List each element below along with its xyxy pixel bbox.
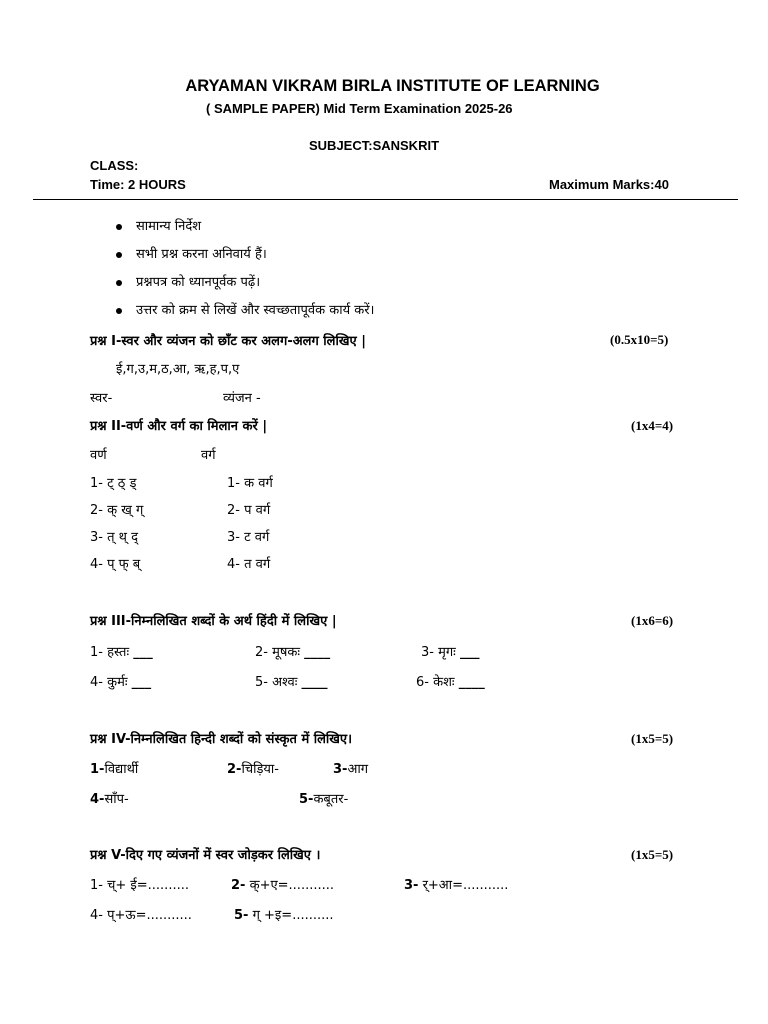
time-label: Time: 2 HOURS (90, 177, 186, 192)
q5-item-number: 1- (90, 878, 103, 893)
bullet-icon (116, 308, 122, 314)
q4-item-word: विद्यार्थी (104, 762, 139, 777)
q2-varn-item: 3- त् थ् द् (90, 530, 138, 545)
class-label: CLASS: (90, 158, 139, 173)
q2-varn-header: वर्ण (90, 448, 107, 463)
q1-marks: (0.5x10=5) (610, 332, 669, 347)
q3-item (421, 642, 479, 660)
q4-marks: (1x5=5) (631, 731, 674, 746)
q4-item-number: 2- (227, 762, 242, 777)
q4-item (227, 759, 279, 777)
q5-item (234, 905, 334, 923)
q4-item-word: आग (347, 762, 369, 777)
q3-item (255, 642, 330, 660)
q5-item-number: 3- (404, 878, 419, 893)
exam-title: ( SAMPLE PAPER) Mid Term Examination 2025-26 (206, 101, 513, 116)
q4-item (90, 759, 138, 777)
q3-item (255, 672, 328, 690)
subject-label: SUBJECT:SANSKRIT (309, 138, 440, 153)
instruction-item: उत्तर को क्रम से लिखें और स्वच्छतापूर्वक कार्य करें। (136, 303, 375, 318)
q5-item (404, 875, 508, 893)
q5-item-number: 2- (231, 878, 246, 893)
q2-marks: (1x4=4) (631, 418, 674, 433)
q3-item-word: 6- केशः (416, 675, 455, 690)
institute-title: ARYAMAN VIKRAM BIRLA INSTITUTE OF LEARNING (185, 77, 600, 95)
q2-varg-item: 4- त वर्ग (227, 557, 271, 572)
q2-varg-item: 1- क वर्ग (227, 476, 273, 491)
answer-blank: ____ (304, 645, 331, 660)
q4-item (333, 759, 368, 777)
q5-item (231, 875, 334, 893)
q3-marks: (1x6=6) (631, 613, 674, 628)
q2-title: प्रश्न II-वर्ण और वर्ग का मिलान करें | (90, 419, 268, 434)
q4-item-number: 5- (299, 792, 314, 807)
q1-title: प्रश्न I-स्वर और व्यंजन को छाँट कर अलग-अलग लिखिए | (90, 334, 366, 349)
q5-marks: (1x5=5) (631, 847, 674, 862)
answer-blank: ____ (458, 675, 485, 690)
q3-item (416, 672, 485, 690)
bullet-icon (116, 252, 122, 258)
q5-item (90, 875, 189, 893)
q5-item (90, 905, 192, 923)
q1-swar-label: स्वर- (90, 391, 113, 406)
answer-blank: ___ (131, 675, 152, 690)
q5-item-number: 5- (234, 908, 249, 923)
q5-item-text: र्+आ=........... (418, 878, 509, 893)
q2-varg-item: 2- प वर्ग (227, 503, 271, 518)
q5-item-text: क्+ए=........... (245, 878, 334, 893)
q1-letters: ई,ग,उ,म,ठ,आ, ऋ,ह,प,ए (116, 362, 240, 377)
instruction-item: सामान्य निर्देश (136, 219, 202, 234)
max-marks-label: Maximum Marks:40 (549, 177, 669, 192)
q3-item-word: 3- मृगः (421, 645, 456, 660)
q2-varn-item: 4- प् फ् ब् (90, 557, 141, 572)
q5-item-text: च्+ ई=.......... (102, 878, 189, 893)
answer-blank: ___ (133, 645, 153, 660)
q3-item-word: 1- हस्तः (90, 645, 130, 660)
q5-item-text: प्+ऊ=........... (102, 908, 192, 923)
q3-title: प्रश्न III-निम्नलिखित शब्दों के अर्थ हिंदी में लिखिए | (90, 614, 337, 629)
q2-varg-header: वर्ग (201, 448, 216, 463)
q3-item-word: 5- अश्वः (255, 675, 298, 690)
q5-item-text: ग् +इ=.......... (248, 908, 334, 923)
bullet-icon (116, 224, 122, 230)
bullet-icon (116, 280, 122, 286)
answer-blank: ___ (459, 645, 480, 660)
answer-blank: ____ (301, 675, 328, 690)
q4-item (299, 789, 348, 807)
q4-item-number: 1- (90, 762, 105, 777)
q4-item-word: चिड़िया- (241, 762, 279, 777)
q5-title: प्रश्न V-दिए गए व्यंजनों में स्वर जोड़कर लिखिए । (90, 848, 321, 863)
q5-item-number: 4- (90, 908, 103, 923)
instruction-item: प्रश्नपत्र को ध्यानपूर्वक पढ़ें। (136, 275, 261, 290)
q3-item-word: 4- कुर्मः (90, 675, 128, 690)
q1-vyanjan-label: व्यंजन - (223, 391, 261, 406)
q4-item (90, 789, 129, 807)
q4-item-number: 4- (90, 792, 105, 807)
q4-item-word: साँप- (104, 792, 129, 807)
header-divider (33, 199, 738, 200)
q4-title: प्रश्न IV-निम्नलिखित हिन्दी शब्दों को संस्कृत में लिखिए। (90, 732, 353, 747)
q4-item-word: कबूतर- (313, 792, 349, 807)
q2-varg-item: 3- ट वर्ग (227, 530, 270, 545)
instruction-item: सभी प्रश्न करना अनिवार्य हैं। (136, 247, 267, 262)
q2-varn-item: 2- क् ख् ग् (90, 503, 144, 518)
q2-varn-item: 1- ट् ठ् ड् (90, 476, 137, 491)
q3-item (90, 642, 153, 660)
q4-item-number: 3- (333, 762, 348, 777)
q3-item (90, 672, 151, 690)
q3-item-word: 2- मूषकः (255, 645, 300, 660)
